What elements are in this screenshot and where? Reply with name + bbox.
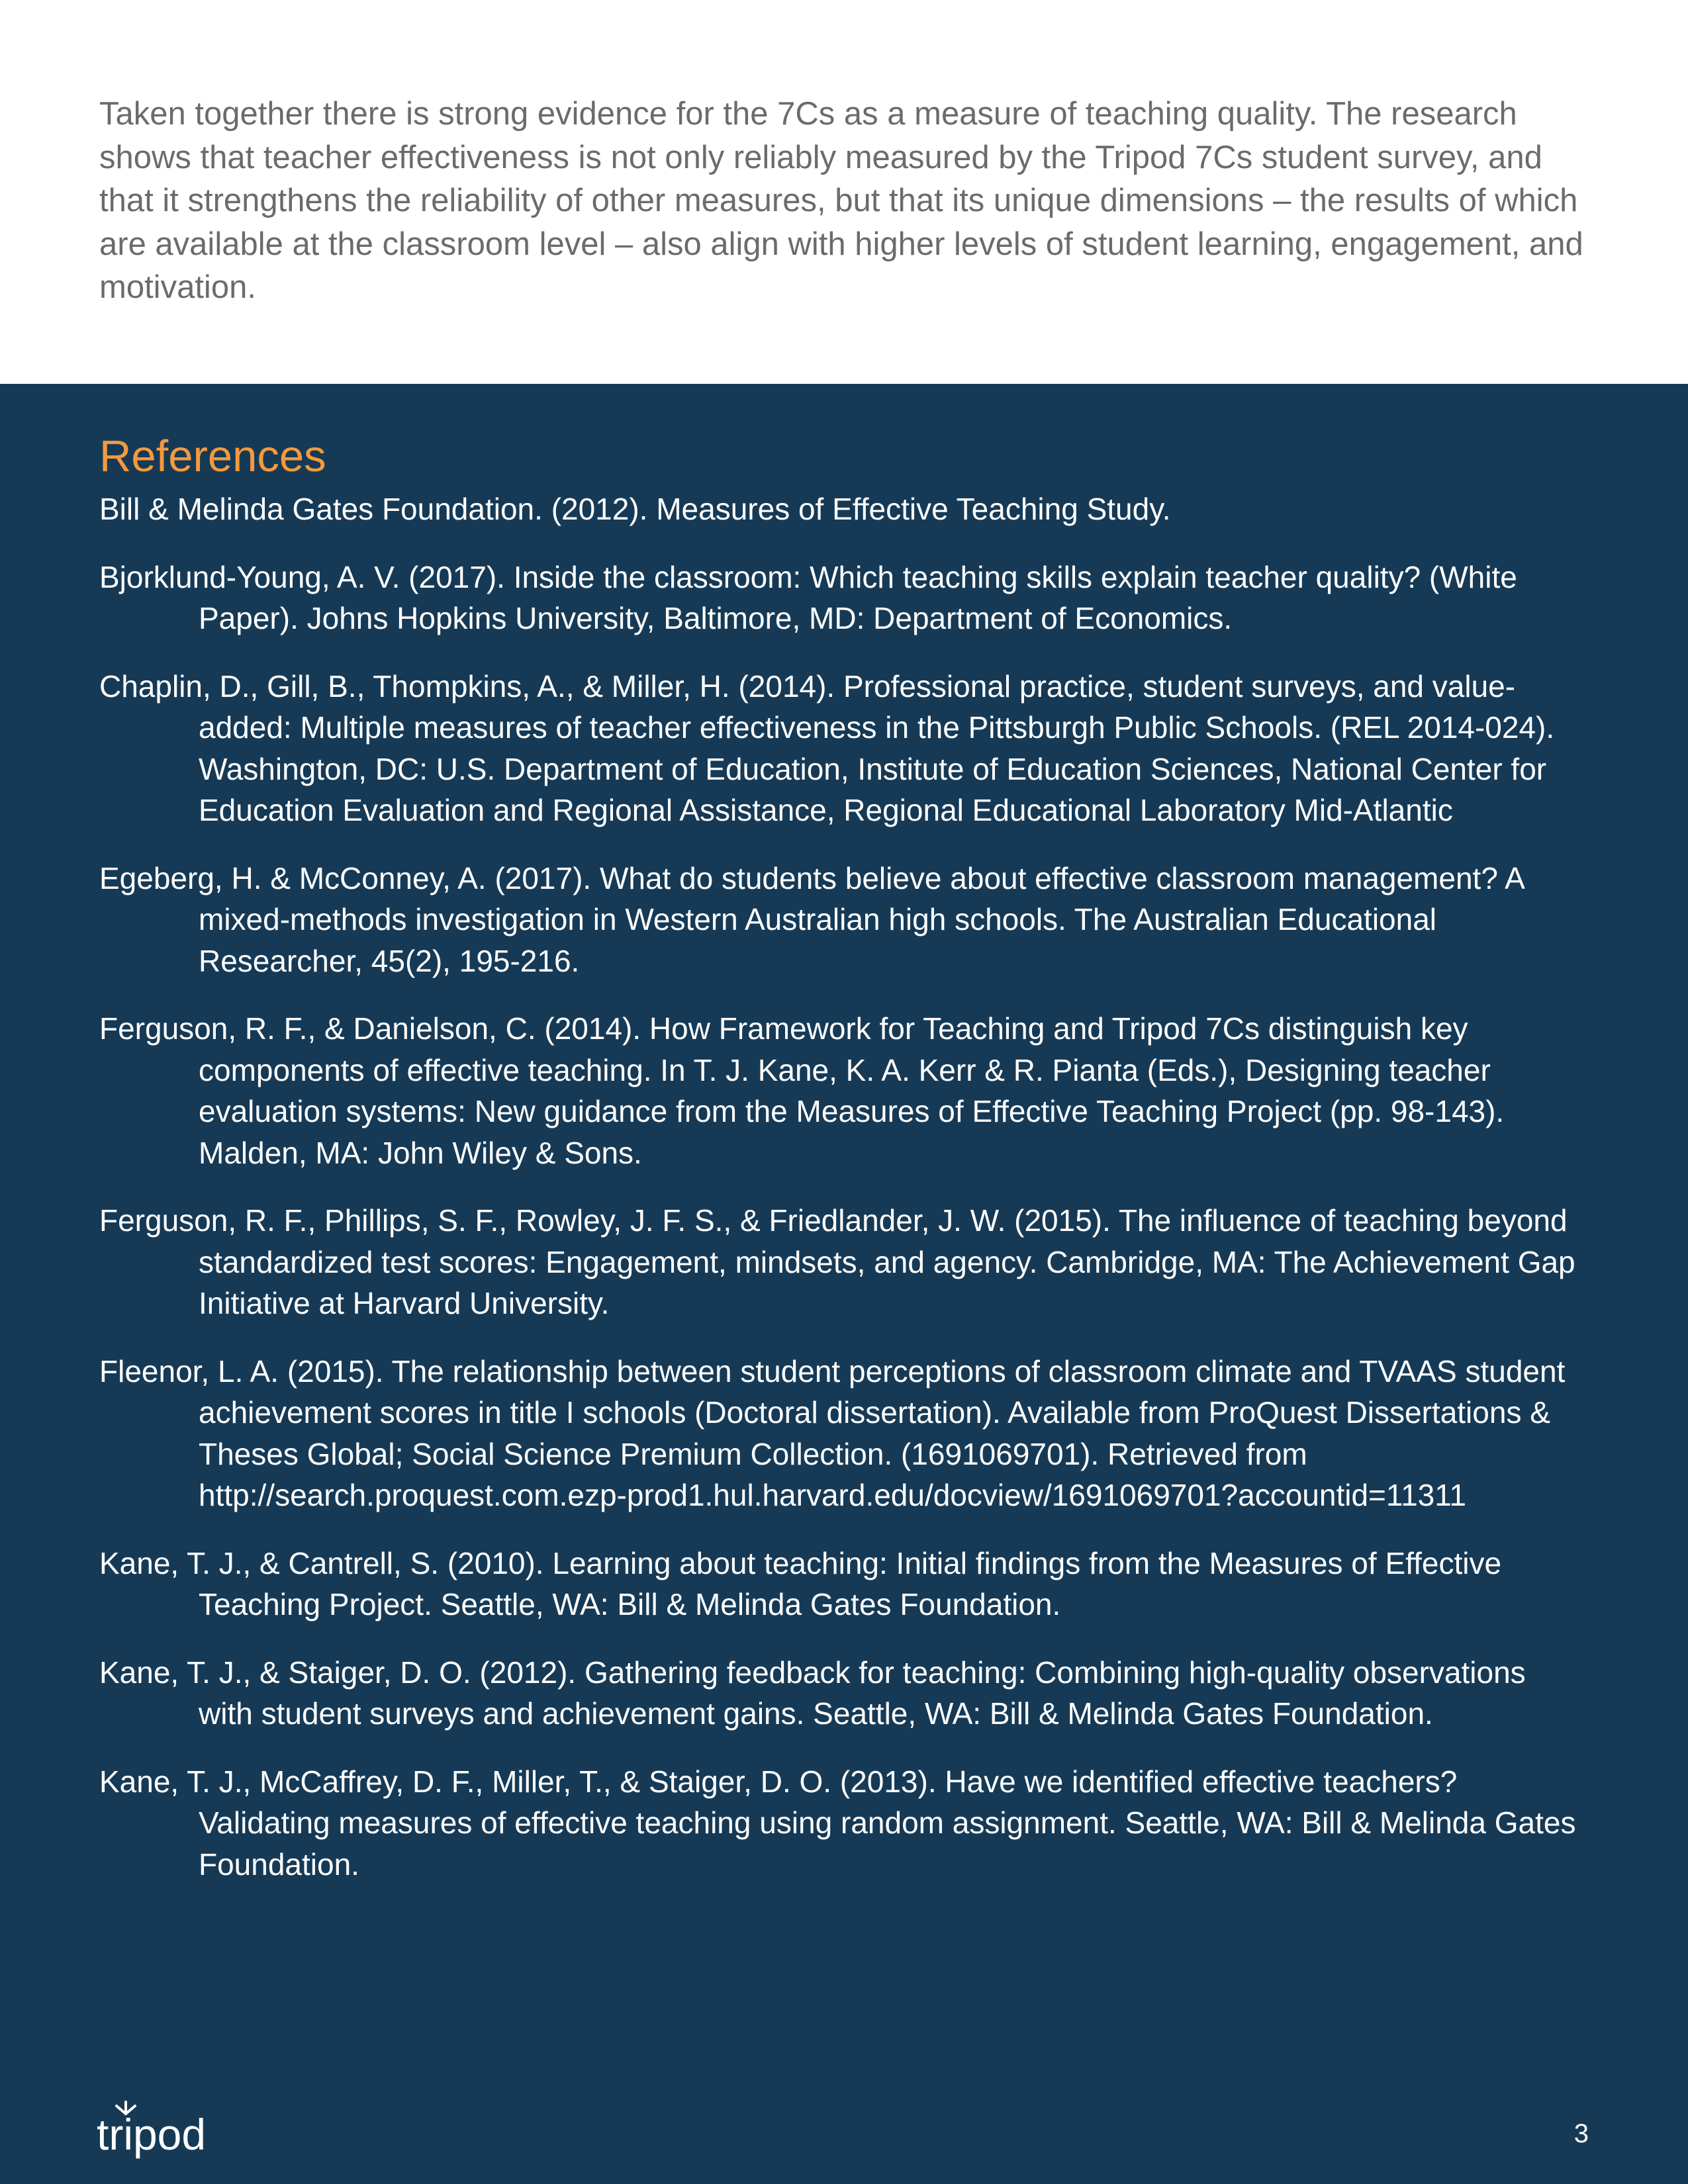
logo-wordmark: tripod [97,2110,207,2159]
page-number: 3 [1573,2119,1589,2148]
reference-item: Ferguson, R. F., Phillips, S. F., Rowley, J. F. S., & Friedlander, J. W. (2015). The influence of teaching beyond standardized test scores: Engagement, mindsets, and agency. Cambridge, MA: The Achievement Gap Initiative at Harvard University. [99,1203,1575,1320]
reference-item: Kane, T. J., & Cantrell, S. (2010). Learning about teaching: Initial findings from the Measures of Effective Teaching Project. Seattle, WA: Bill & Melinda Gates Foundation. [99,1545,1502,1621]
reference-item: Kane, T. J., & Staiger, D. O. (2012). Gathering feedback for teaching: Combining high-quality observations with student surveys and achievement gains. Seattle, WA: Bill & Melinda Gates Foundation. [99,1655,1526,1731]
reference-item: Egeberg, H. & McConney, A. (2017). What do students believe about effective classroom management? A mixed-methods investigation in Western Australian high schools. The Australian Educational Researcher, 45(2), 195-216. [99,860,1524,978]
references-heading: References [99,432,326,481]
reference-item: Kane, T. J., McCaffrey, D. F., Miller, T., & Staiger, D. O. (2013). Have we identified effective teachers? Validating measures of effective teaching using random assignment. Seattle, WA: Bill & Melinda Gates Foundation. [99,1764,1576,1882]
reference-list [99,488,1582,1911]
reference-item: Ferguson, R. F., & Danielson, C. (2014). How Framework for Teaching and Tripod 7Cs distinguish key components of effective teaching. In T. J. Kane, K. A. Kerr & R. Pianta (Eds.), Designing teacher evaluation systems: New guidance from the Measures of Effective Teaching Project (pp. 98-143). Malden, MA: John Wiley & Sons. [99,1011,1505,1170]
intro-paragraph: Taken together there is strong evidence for the 7Cs as a measure of teaching quality. The research shows that teacher effectiveness is not only reliably measured by the Tripod 7Cs student survey, and that it strengthens the reliability of other measures, but that its unique dimensions – the results of which are available at the classroom level – also align with higher levels of student learning, engagement, and motivation. [99,96,1583,305]
reference-item: Chaplin, D., Gill, B., Thompkins, A., & Miller, H. (2014). Professional practice, student surveys, and value-added: Multiple measures of teacher effectiveness in the Pittsburgh Public Schools. (REL 2014-024). Washington, DC: U.S. Department of Education, Institute of Education Sciences, National Center for Education Evaluation and Regional Assistance, Regional Educational Laboratory Mid-Atlantic [99,668,1555,827]
tripod-logo [97,2097,216,2163]
reference-item: Fleenor, L. A. (2015). The relationship between student perceptions of classroom climate and TVAAS student achievement scores in title I schools (Doctoral dissertation). Available from ProQuest Dissertations & Theses Global; Social Science Premium Collection. (1691069701). Retrieved from http://search.proquest.com.ezp-prod1.hul.harvard.edu/docview/1691069701?accountid=11311 [99,1353,1566,1512]
reference-item: Bjorklund-Young, A. V. (2017). Inside the classroom: Which teaching skills explain teacher quality? (White Paper). Johns Hopkins University, Baltimore, MD: Department of Economics. [99,559,1517,635]
reference-item: Bill & Melinda Gates Foundation. (2012). Measures of Effective Teaching Study. [99,492,1171,526]
